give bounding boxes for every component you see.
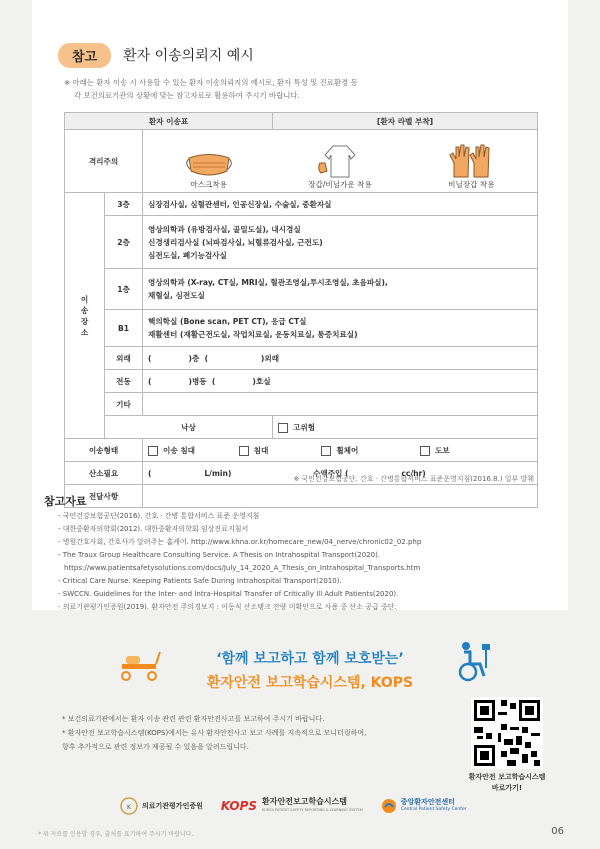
references-title: 참고자료 — [44, 495, 87, 508]
transfer-name: 전동 — [105, 370, 143, 393]
mode-option-walk[interactable]: 도보 — [420, 446, 450, 455]
mode-label: 이송형태 — [65, 439, 143, 462]
wheelchair-checkbox[interactable] — [321, 446, 331, 456]
page-title: 환자 이송의뢰지 예시 — [123, 48, 254, 64]
floor-b1-list: 핵의학실 (Bone scan, PET CT), 응급 CT실 재활센터 (재활근전도실, 작업치료실, 운동치료실, 통증치료실) — [143, 310, 538, 347]
page-number: 06 — [551, 826, 564, 837]
outpatient-field[interactable]: ( )층 ( )외래 — [143, 347, 538, 370]
transfer-form-table — [64, 112, 538, 508]
references-list: - 국민건강보험공단(2016). 간호 · 간병 통합서비스 표준 운영지침 - 대한중환자의학회(2012). 대한중환자의학회 임상진료지침서 - 병원간호사회, 간호사가 알려주는 홈케어. http://www.khna.or.kr/homecare_new/04_nerve/chronic02_02.php - The Traux Group Healthcare Consulting Service. A Thesis on Intrahospital Transport(2020). https://www.patientsafetysolutions.com/docs/July_14_2020_A_Thesis_on_Intrahospital_Transports.htm - Critical Care Nurse. Keeping Patients Safe During Intrahospital Transport(2010). - SWCCN. Guidelines for the Inter- and Intra-Hospital Transfer of Critically Ill Adult Patients(2020). - 의료기관평가인증원(2019). 환자안전 주의경보지 : 이동식 산소탱크 잔량 미확인으로 사용 중 산소 공급 중단. — [58, 512, 422, 611]
etc-name: 기타 — [105, 393, 143, 416]
etc-field[interactable] — [143, 393, 538, 416]
floor-2-list: 영상의학과 (유방검사실, 골밀도실), 내시경실 신경생리검사실 (뇌파검사실, 뇌혈류검사실, 근전도) 심전도실, 폐기능검사실 — [143, 216, 538, 269]
fall-option[interactable]: 고위험 — [273, 416, 538, 439]
floor-b1-name: B1 — [105, 310, 143, 347]
gown-item[interactable]: 장갑/비닐가운 착용 — [280, 143, 400, 190]
form-head-left: 환자 이송표 — [65, 113, 273, 130]
mode-option-wheelchair[interactable]: 휠체어 — [321, 444, 417, 457]
fall-label: 낙상 — [105, 416, 273, 439]
gloves-icon — [446, 143, 496, 179]
high-risk-checkbox[interactable] — [278, 423, 288, 433]
center-emblem-icon — [381, 798, 397, 814]
intro-note: ※ 아래는 환자 이송 시 사용할 수 있는 환자 이송의뢰지의 예시로, 환자 특성 및 진료환경 등 각 보건의료기관의 상황에 맞는 참고자료로 활용하여 주시기 바랍니다. — [64, 78, 358, 100]
oxygen-field[interactable]: ( L/min) 수액주입 ( cc/hr) — [143, 462, 538, 485]
floor-3-list: 심장검사실, 심혈관센터, 인공신장실, 수술실, 중환자실 — [143, 193, 538, 216]
oxygen-label: 산소필요 — [65, 462, 143, 485]
floor-3-name: 3층 — [105, 193, 143, 216]
kops-logo: KOPS 환자안전보고학습시스템 KOREA PATIENT SAFETY REPORTING & LEARNING SYSTEM — [220, 797, 363, 813]
stretcher-checkbox[interactable] — [148, 446, 158, 456]
bed-transport-icon — [118, 646, 162, 686]
walk-checkbox[interactable] — [420, 446, 430, 456]
place-label: 이송장소 — [65, 193, 105, 439]
mode-options — [143, 439, 538, 462]
kops-slogan: ‘함께 보고하고 함께 보호받는’ 환자안전 보고학습시스템, KOPS — [206, 651, 414, 691]
bed-checkbox[interactable] — [239, 446, 249, 456]
handover-label: 전달사항 — [65, 485, 143, 508]
svg-text:K: K — [127, 804, 131, 811]
qr-code[interactable] — [471, 697, 543, 769]
mask-item[interactable]: 마스크착용 — [149, 149, 269, 190]
infusion-field[interactable]: 수액주입 ( cc/hr) — [313, 468, 426, 478]
logo-bar — [120, 797, 467, 815]
bottom-notes: * 보건의료기관에서는 환자 이송 관련 관련 환자안전사고를 보고하여 주시기 바랍니다. * 환자안전 보고학습시스템(KOPS)에서는 유사 환자안전사고 보고 사례를 지속적으로 모니터링하며, 향후 추가적으로 관련 정보가 제공될 수 있음을 알려드립니다. — [62, 715, 367, 751]
wheelchair-icon — [452, 640, 492, 684]
floor-1-list: 영상의학과 (X-ray, CT실, MRI실, 혈관조영실,투시조영실, 초음파실), 채혈실, 심전도실 — [143, 269, 538, 310]
koiha-emblem-icon — [120, 797, 138, 815]
source-note: ※ 국민건강보험공단. 간호 · 간병통합서비스 표준운영지침(2016.8.) 일부 발췌 — [293, 475, 534, 483]
handover-field[interactable] — [143, 485, 538, 508]
center-logo: 중앙환자안전센터 Central Patient Safety Center — [381, 798, 467, 814]
mask-icon — [184, 149, 234, 179]
gloves-item[interactable]: 비닐장갑 착용 — [411, 143, 531, 190]
floor-2-name: 2층 — [105, 216, 143, 269]
section-header — [58, 43, 254, 67]
form-head-right: [환자 라벨 부착] — [273, 113, 538, 130]
reference-tag: 참고 — [58, 43, 111, 68]
gown-gloves-icon — [315, 143, 365, 179]
outpatient-name: 외래 — [105, 347, 143, 370]
mode-option-bed[interactable]: 침대 — [239, 444, 319, 457]
isolation-icons — [143, 130, 538, 193]
transfer-field[interactable]: ( )병동 ( )호실 — [143, 370, 538, 393]
footer-note: * 위 자료를 인용할 경우, 출처를 표기하여 주시기 바랍니다. — [38, 831, 194, 838]
koiha-logo: K 의료기관평가인증원 — [120, 797, 203, 815]
isolation-label: 격리주의 — [65, 130, 143, 193]
qr-caption: 환자안전 보고학습시스템 바로가기! — [468, 773, 546, 792]
floor-1-name: 1층 — [105, 269, 143, 310]
mode-option-stretcher[interactable]: 이송 침대 — [148, 444, 236, 457]
